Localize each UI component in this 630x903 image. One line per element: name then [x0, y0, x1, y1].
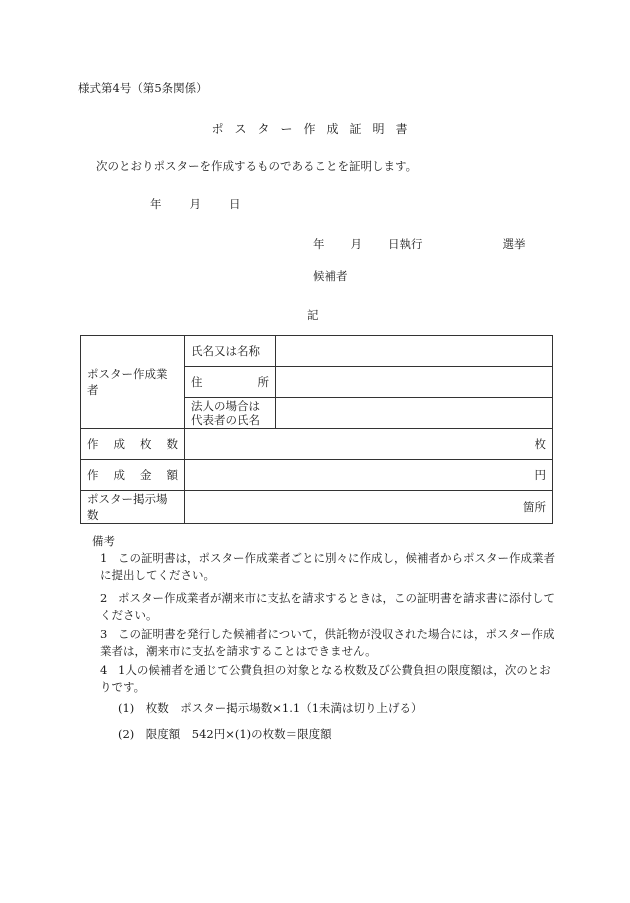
remark-text: 1人の候補者を通じて公費負担の対象となる枚数及び公費負担の限度額は，次のとおりです。	[100, 663, 551, 694]
representative-label	[185, 398, 276, 429]
representative-label-line2: 代表者の氏名	[191, 413, 260, 427]
issue-date	[150, 196, 241, 212]
remark-item	[100, 626, 560, 660]
remark-text: この証明書は，ポスター作成業者ごとに別々に作成し，候補者からポスター作成業者に提出してください。	[100, 551, 555, 582]
candidate-label: 候補者	[313, 269, 348, 283]
count-label-char: 数	[166, 437, 178, 451]
address-field[interactable]	[276, 367, 553, 398]
representative-label-line1: 法人の場合は	[191, 399, 260, 413]
remark-item	[100, 550, 560, 584]
count-label-char: 枚	[140, 437, 152, 451]
count-label-char: 作	[87, 437, 99, 451]
date-day-label: 日	[229, 197, 241, 211]
count-label	[81, 429, 185, 460]
ki-label: 記	[307, 308, 319, 322]
document-title: ポスター作成証明書	[211, 122, 419, 136]
count-label-char: 成	[113, 437, 125, 451]
election-day-label: 日執行	[388, 237, 423, 251]
places-field[interactable]	[185, 491, 553, 524]
certification-statement: 次のとおりポスターを作成するものであることを証明します。	[96, 159, 418, 173]
date-month-label: 月	[189, 197, 201, 211]
remark-number: 1	[100, 551, 108, 565]
certificate-table	[80, 335, 553, 524]
amount-label-char: 成	[113, 468, 125, 482]
remark-number: 2	[100, 591, 108, 605]
name-label: 氏名又は名称	[185, 336, 276, 367]
name-field[interactable]	[276, 336, 553, 367]
address-label	[185, 367, 276, 398]
amount-field[interactable]	[185, 460, 553, 491]
places-unit: 箇所	[523, 500, 546, 514]
election-month-label: 月	[350, 237, 362, 251]
maker-label: ポスター作成業者	[81, 336, 185, 429]
election-year-label: 年	[313, 237, 325, 251]
remark-text: ポスター作成業者が潮来市に支払を請求するときは，この証明書を請求書に添付してください。	[100, 591, 555, 622]
remark-item	[100, 590, 560, 624]
count-field[interactable]	[185, 429, 553, 460]
places-label: ポスター掲示場数	[81, 491, 185, 524]
election-suffix: 選挙	[502, 237, 526, 251]
remark-number: 3	[100, 627, 108, 641]
representative-field[interactable]	[276, 398, 553, 429]
amount-label-char: 金	[140, 468, 152, 482]
amount-label-char: 作	[87, 468, 99, 482]
remark-item	[100, 662, 560, 696]
amount-label-char: 額	[166, 468, 178, 482]
amount-unit: 円	[534, 468, 546, 482]
address-label-1: 住	[191, 375, 203, 389]
remark-number: 4	[100, 663, 108, 677]
date-year-label: 年	[150, 197, 162, 211]
remark-sub-item-2: (2) 限度額 542円×(1)の枚数＝限度額	[118, 727, 332, 741]
form-number: 様式第4号（第5条関係）	[78, 81, 208, 95]
amount-label	[81, 460, 185, 491]
address-label-2: 所	[257, 375, 269, 389]
count-unit: 枚	[534, 437, 546, 451]
remark-text: この証明書を発行した候補者について，供託物が没収された場合には，ポスター作成業者は，潮来市に支払を請求することはできません。	[100, 627, 555, 658]
remarks-heading: 備考	[92, 534, 115, 548]
election-line	[313, 236, 526, 252]
remark-sub-item-1: (1) 枚数 ポスター掲示場数×1.1（1未満は切り上げる）	[118, 701, 423, 715]
